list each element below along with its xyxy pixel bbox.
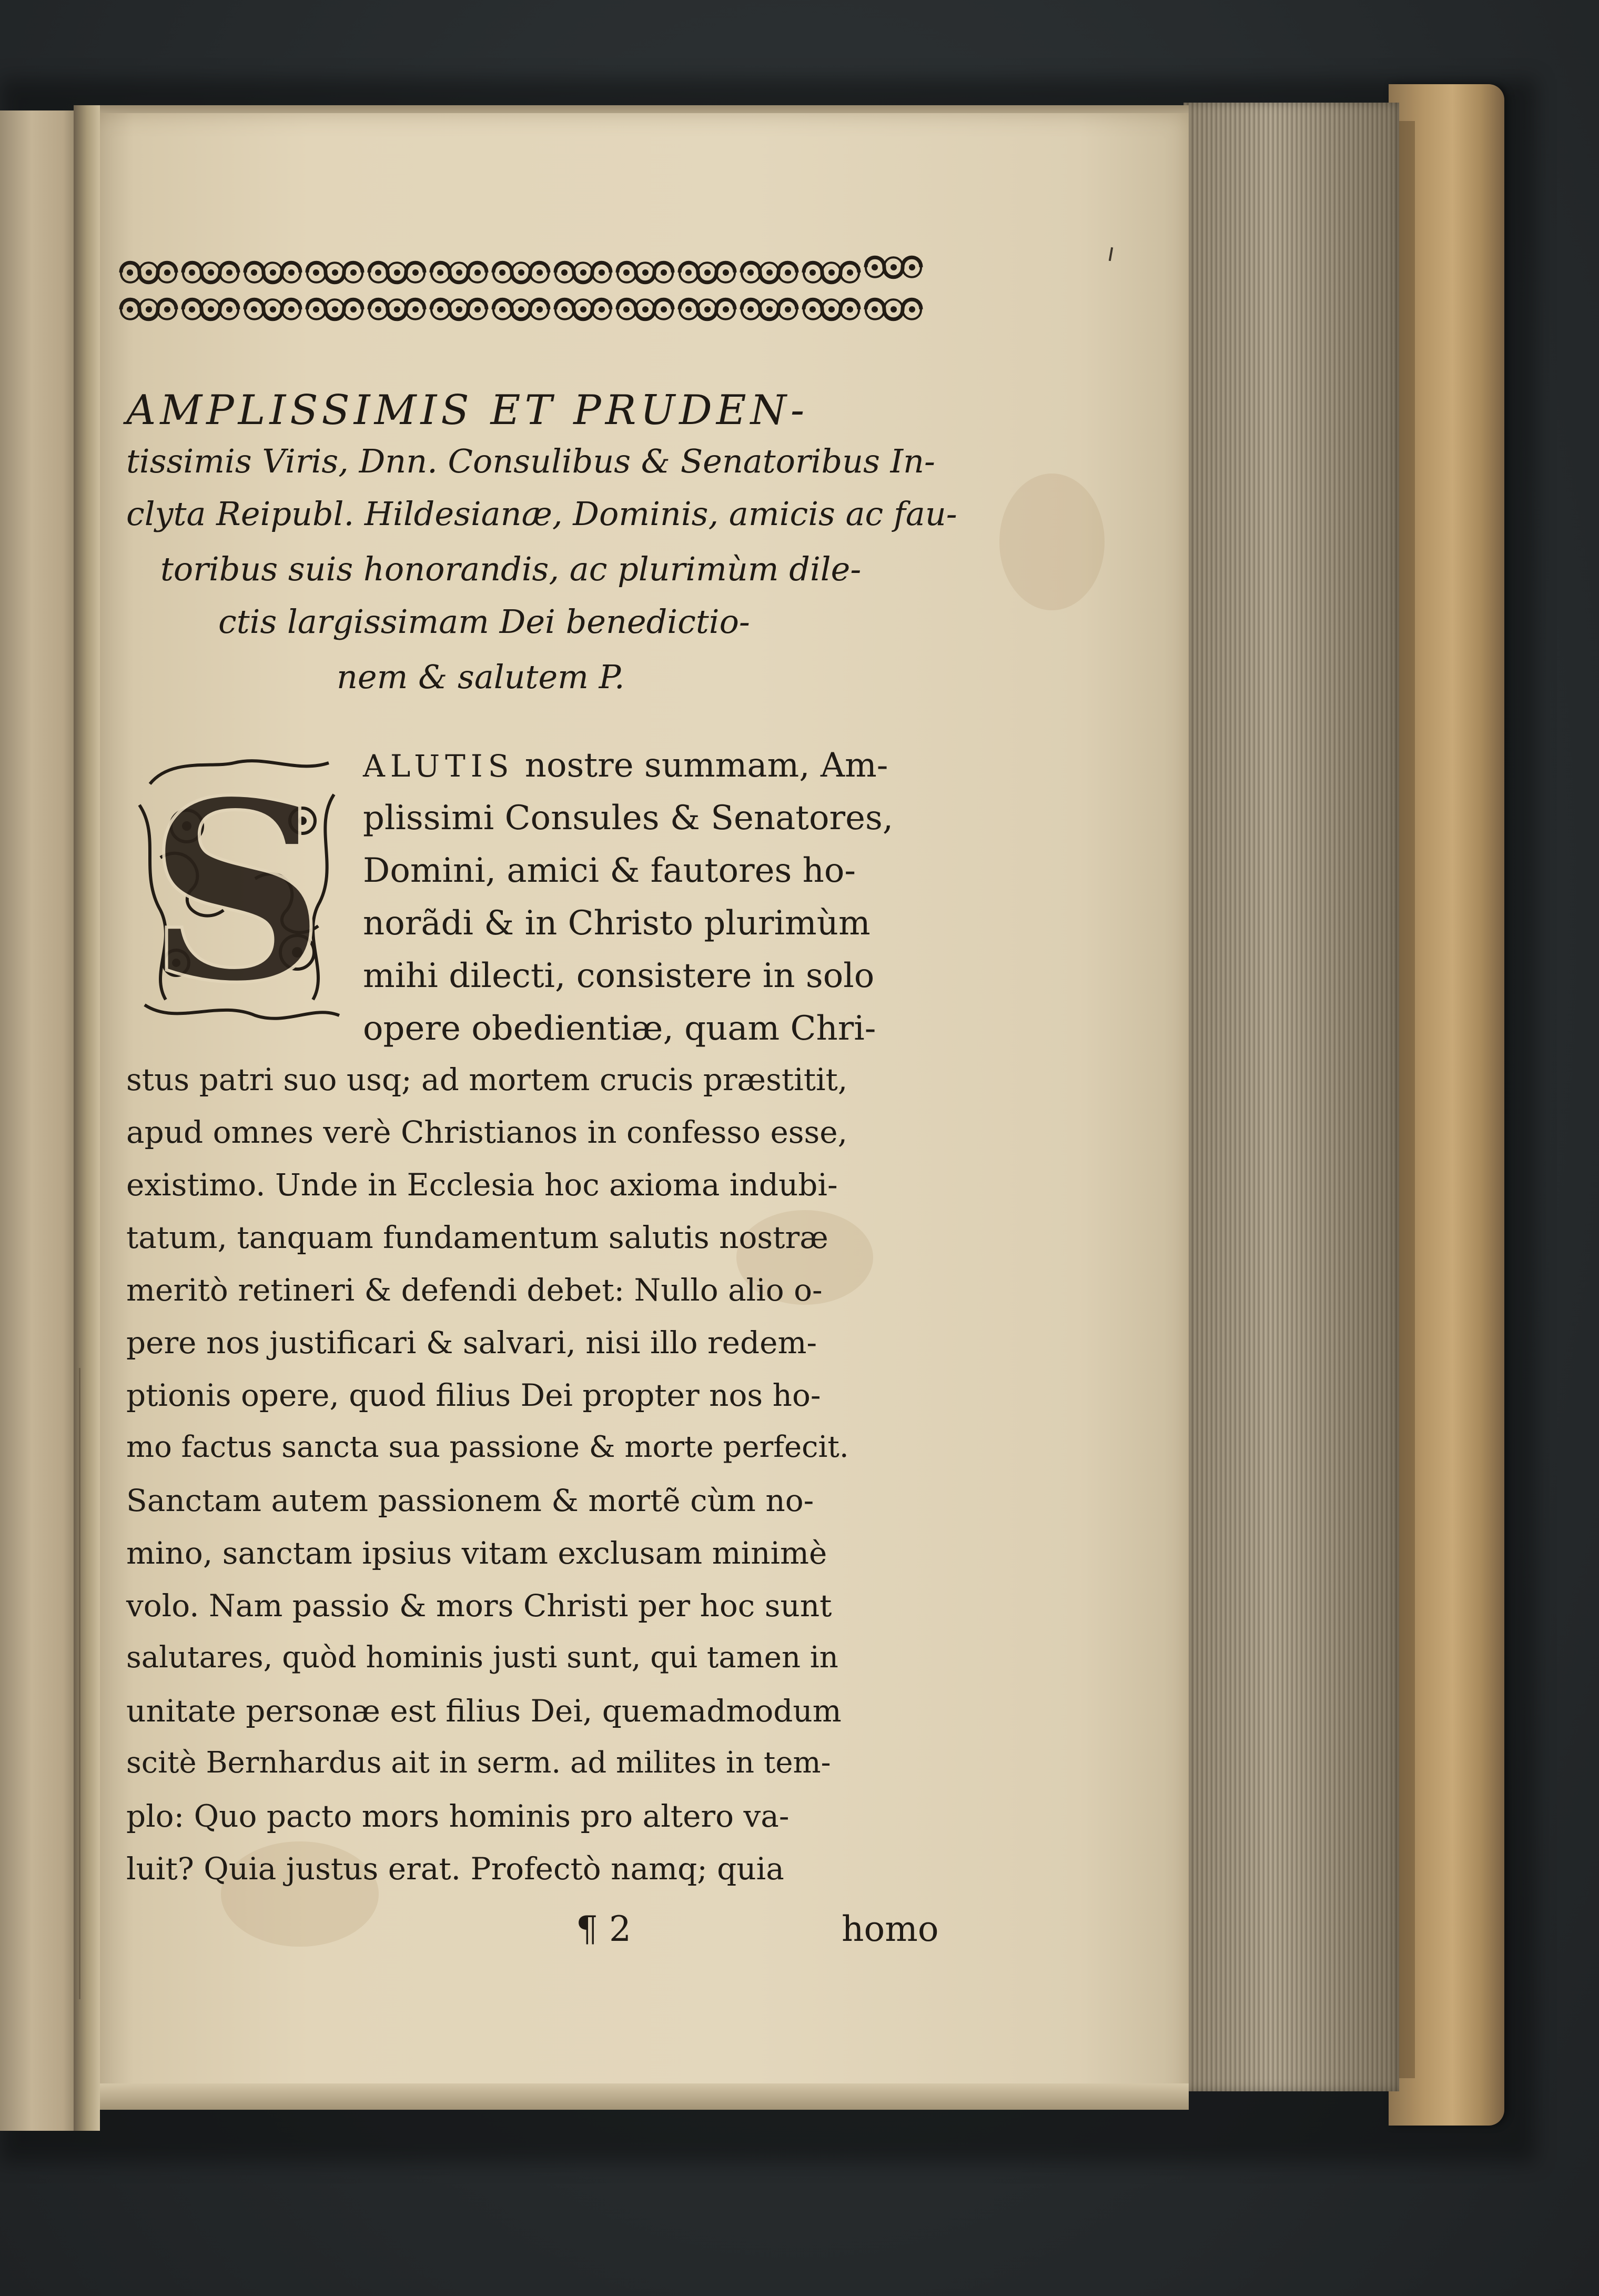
signature-mark: ¶ 2 xyxy=(576,1909,631,1949)
ornament-row-1 xyxy=(121,257,921,283)
ornament-band xyxy=(118,236,952,354)
gutter-shadow-line xyxy=(79,1368,80,1999)
heading-line-1: AMPLISSIMIS ET PRUDEN- xyxy=(126,387,809,434)
first-line-rest: nostre summam, Am- xyxy=(514,746,888,785)
body-line-1 xyxy=(363,746,888,785)
heading-line-2: tissimis Viris, Dnn. Consulibus & Senatoribus In- xyxy=(126,442,935,480)
body-line: norãdi & in Christo plurimùm xyxy=(363,904,871,943)
body-line: mo factus sancta sua passione & morte perfecit. xyxy=(126,1430,849,1464)
paper-stain xyxy=(999,474,1105,610)
body-line: opere obedientiæ, quam Chri- xyxy=(363,1009,876,1048)
body-line: mino, sanctam ipsius vitam exclusam minimè xyxy=(126,1535,827,1571)
initial-letter: S xyxy=(147,752,326,1031)
heading-line-5: ctis largissimam Dei benedictio- xyxy=(218,602,750,641)
heading-line-3: clyta Reipubl. Hildesianæ, Dominis, amicis ac fau- xyxy=(126,495,957,533)
body-line: tatum, tanquam fundamentum salutis nostræ xyxy=(126,1220,828,1255)
body-line: existimo. Unde in Ecclesia hoc axioma indubi- xyxy=(126,1167,838,1203)
body-line: ptionis opere, quod filius Dei propter nos ho- xyxy=(126,1377,821,1413)
body-line: stus patri suo usq; ad mortem crucis præstitit, xyxy=(126,1062,848,1097)
body-line: mihi dilecti, consistere in solo xyxy=(363,956,875,995)
body-line: Sanctam autem passionem & mortẽ cùm no- xyxy=(126,1483,814,1518)
body-line: scitè Bernhardus ait in serm. ad milites in tem- xyxy=(126,1746,831,1780)
body-line: plissimi Consules & Senatores, xyxy=(363,799,894,838)
body-line: pere nos justificari & salvari, nisi illo redem- xyxy=(126,1325,817,1361)
catchword: homo xyxy=(842,1909,939,1949)
body-line: meritò retineri & defendi debet: Nullo alio o- xyxy=(126,1272,823,1308)
decorated-initial xyxy=(129,752,350,1031)
body-line: unitate personæ est filius Dei, quemadmodum xyxy=(126,1693,842,1729)
page-bottom-edge xyxy=(89,2083,1189,2110)
book-gutter xyxy=(74,105,100,2131)
heading-line-6: nem & salutem P. xyxy=(337,658,625,696)
body-line: volo. Nam passio & mors Christi per hoc sunt xyxy=(126,1588,832,1624)
heading-line-4: toribus suis honorandis, ac plurimùm dile- xyxy=(160,550,862,588)
body-line: apud omnes verè Christianos in confesso esse, xyxy=(126,1114,848,1150)
ornament-row-2 xyxy=(121,299,921,319)
body-line: Domini, amici & fautores ho- xyxy=(363,851,856,890)
body-line: plo: Quo pacto mors hominis pro altero va- xyxy=(126,1798,790,1834)
left-page-edge xyxy=(0,110,79,2131)
body-line: salutares, quòd hominis justi sunt, qui tamen in xyxy=(126,1640,838,1675)
cover-fold xyxy=(1399,121,1415,2078)
page-edges-shade xyxy=(1183,103,1399,2091)
body-line: luit? Quia justus erat. Profectò namq; quia xyxy=(126,1851,784,1887)
initial-caps: ALUTIS xyxy=(363,748,514,784)
